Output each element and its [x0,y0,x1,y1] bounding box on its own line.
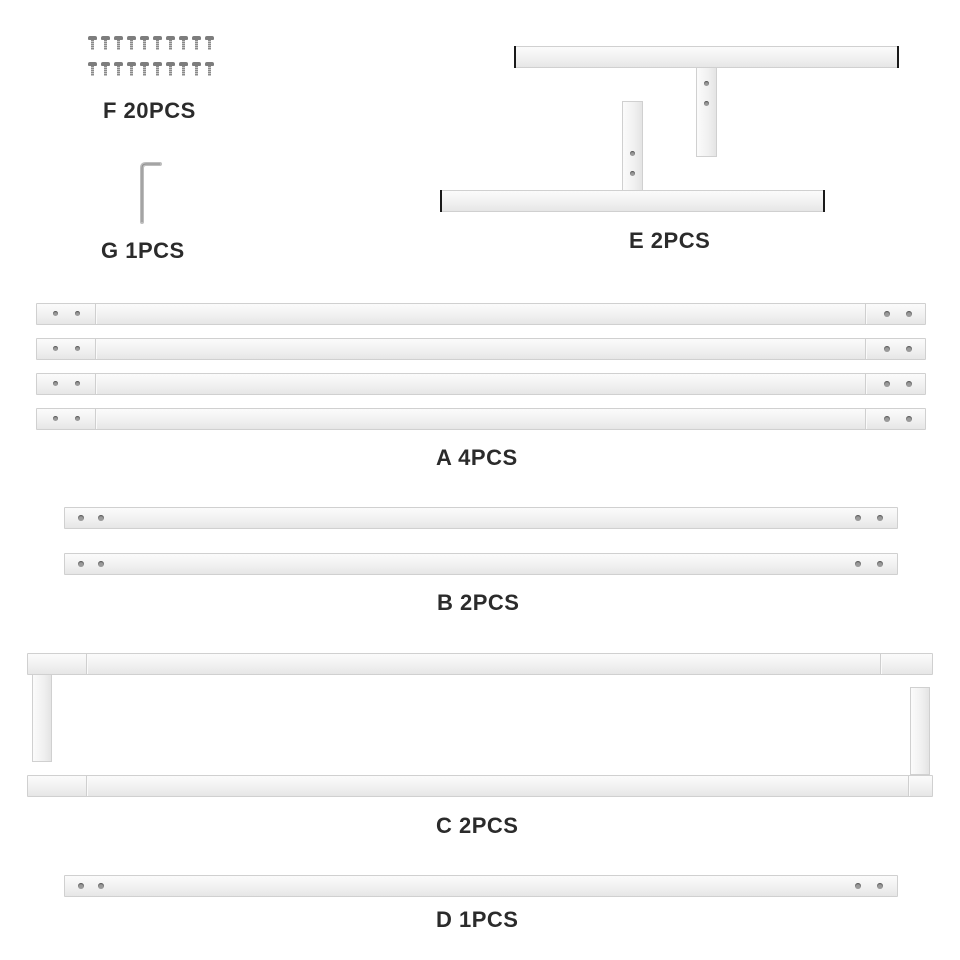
screw-icon [166,62,175,76]
hole [877,515,883,521]
t-bracket-2-right-cap [823,190,825,212]
screw-icon [192,36,201,50]
rail-joint [95,409,97,429]
hole [98,561,104,567]
screw-icon [127,62,136,76]
part-e-label: E 2PCS [629,228,711,253]
hole [53,346,58,351]
hole [630,151,635,156]
rail-joint [865,304,867,324]
hole [75,346,80,351]
screw-icon [166,36,175,50]
hole [78,515,84,521]
screw-icon [153,36,162,50]
rail-joint [880,654,882,674]
t-bracket-1-right-cap [897,46,899,68]
hole [53,311,58,316]
hole [75,311,80,316]
hole [78,561,84,567]
hole [906,346,912,352]
part-d-label: D 1PCS [436,907,519,932]
frame-rail-c-1-leg [32,674,52,762]
part-c-label: C 2PCS [436,813,519,838]
hole [877,883,883,889]
rail-joint [865,409,867,429]
part-a-label: A 4PCS [436,445,518,470]
hole [855,515,861,521]
frame-rail-c-2-leg [910,687,930,775]
screw-icon [140,36,149,50]
rail-joint [95,374,97,394]
hole [906,381,912,387]
t-bracket-2-left-cap [440,190,442,212]
rail-joint [86,654,88,674]
rail-joint [95,339,97,359]
hole [855,883,861,889]
hole [704,81,709,86]
rail-a-3 [36,373,926,395]
rail-joint [86,776,88,796]
screw-icon [153,62,162,76]
t-bracket-1-top [515,46,899,68]
hole [877,561,883,567]
screw-icon [140,62,149,76]
rail-d-1 [64,875,898,897]
hole [53,381,58,386]
screws-group [88,36,218,78]
hole [906,416,912,422]
screw-icon [192,62,201,76]
frame-rail-c-2-bar [27,775,933,797]
rail-joint [865,374,867,394]
t-bracket-2-bottom [441,190,825,212]
screw-icon [205,36,214,50]
hole [884,381,890,387]
hole [884,416,890,422]
hole [855,561,861,567]
hole [630,171,635,176]
screw-icon [179,62,188,76]
part-f-label: F 20PCS [103,98,196,123]
screw-icon [88,62,97,76]
t-bracket-1-left-cap [514,46,516,68]
rail-joint [908,776,910,796]
frame-rail-c-1-bar [27,653,933,675]
screw-icon [179,36,188,50]
hole [704,101,709,106]
hole [78,883,84,889]
hole [884,311,890,317]
screw-icon [101,62,110,76]
screw-icon [101,36,110,50]
screw-icon [88,36,97,50]
hole [75,381,80,386]
screw-icon [114,36,123,50]
rail-a-4 [36,408,926,430]
hole [53,416,58,421]
t-bracket-2-stem [622,101,643,192]
part-g-label: G 1PCS [101,238,185,263]
rail-a-2 [36,338,926,360]
rail-b-2 [64,553,898,575]
hole [884,346,890,352]
hole [906,311,912,317]
screw-icon [127,36,136,50]
hole [98,515,104,521]
hex-key-icon [136,160,166,230]
hole [75,416,80,421]
t-bracket-1-stem [696,67,717,157]
rail-joint [865,339,867,359]
screw-icon [205,62,214,76]
part-b-label: B 2PCS [437,590,520,615]
rail-b-1 [64,507,898,529]
hole [98,883,104,889]
rail-a-1 [36,303,926,325]
screw-icon [114,62,123,76]
rail-joint [95,304,97,324]
